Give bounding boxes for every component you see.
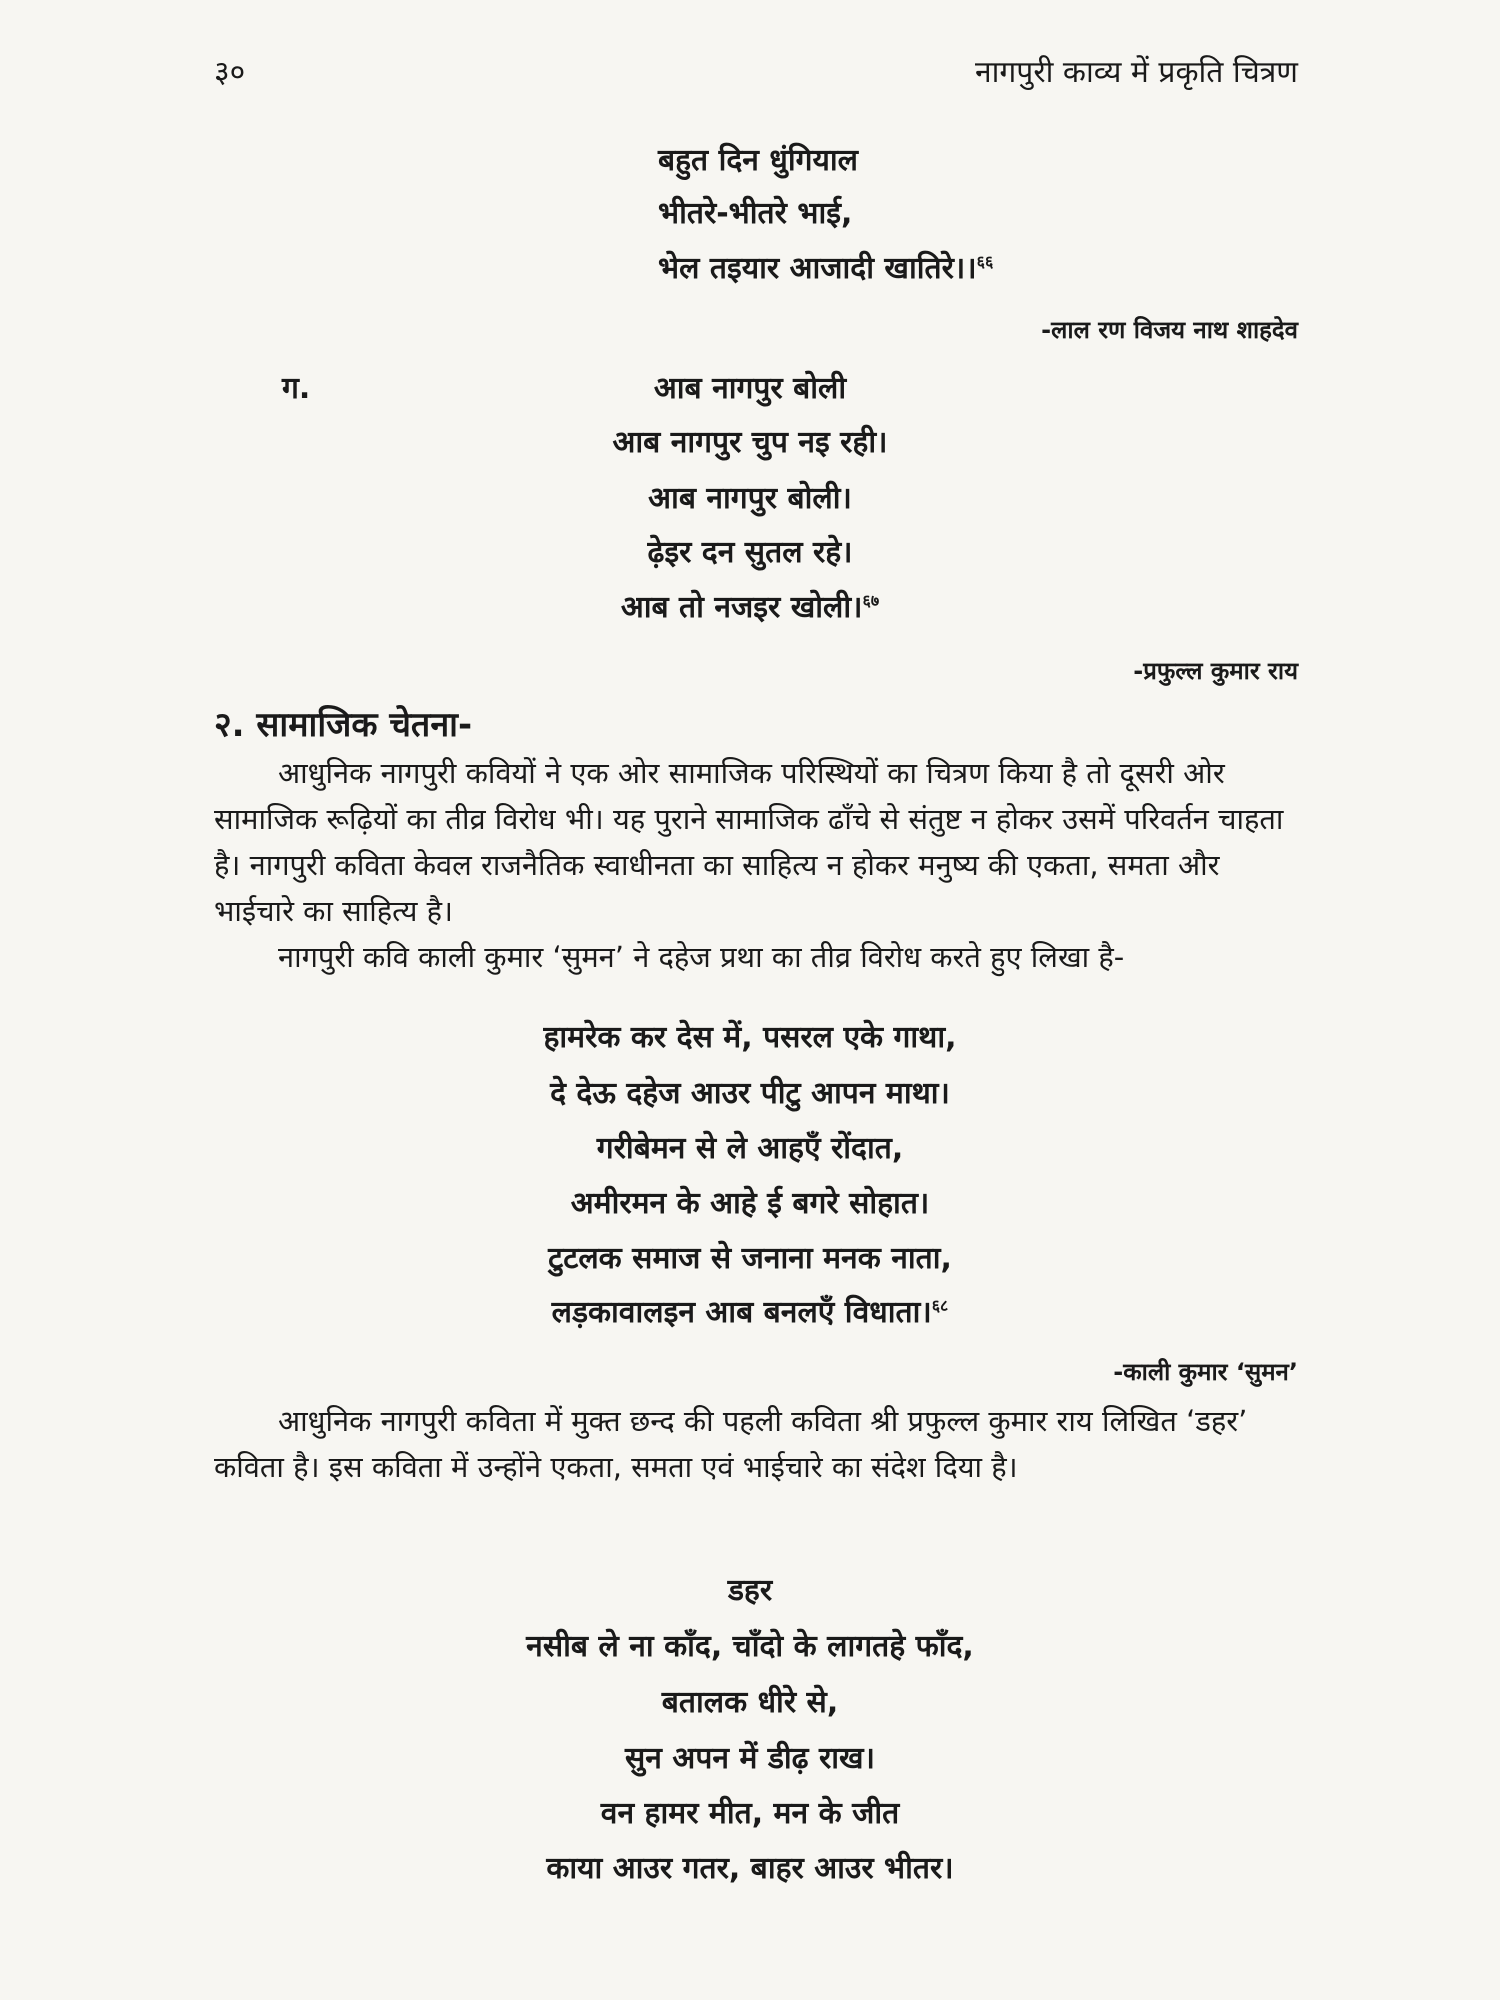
poem-line: नसीब ले ना काँद, चाँदो के लागतहे फाँद, (526, 1629, 974, 1664)
poem-line: भीतरे-भीतरे भाई, (658, 196, 853, 231)
poem-line: वन हामर मीत, मन के जीत (600, 1796, 900, 1831)
poem-line: आब नागपुर चुप नइ रही। (612, 425, 888, 460)
paragraph-text: नागपुरी कवि काली कुमार ‘सुमन’ ने दहेज प्रथा का तीव्र विरोध करते हुए लिखा है- (278, 940, 1125, 974)
body-paragraph (214, 750, 1302, 980)
paragraph-text: आधुनिक नागपुरी कविता में मुक्त छन्द की पहली कविता श्री प्रफुल्ल कुमार राय लिखित ‘डहर’ कविता है। इस कविता में उन्होंने एकता, समता एवं भाईचारे का संदेश दिया है। (214, 1404, 1248, 1484)
poem-line: आब नागपुर बोली। (648, 481, 852, 516)
poem-line: लड़कावालइन आब बनलएँ विधाता।$^{६८}$ (551, 1295, 949, 1330)
poem-line: आब तो नजइर खोली।$^{६७}$ (620, 590, 880, 625)
poem-line: दे देऊ दहेज आउर पीटु आपन माथा। (550, 1076, 950, 1111)
poem-line: टुटलक समाज से जनाना मनक नाता, (548, 1241, 952, 1276)
poem-line: बहुत दिन धुंगियाल (658, 143, 859, 178)
poem-line: गरीबेमन से ले आहएँ रोंदात, (596, 1131, 904, 1166)
poem-line: अमीरमन के आहे ई बगरे सोहात। (570, 1186, 930, 1221)
poem-credit: -प्रफुल्ल कुमार राय (1133, 657, 1298, 685)
poem-line: हामरेक कर देस में, पसरल एके गाथा, (543, 1020, 957, 1055)
poem-line: ढ़ेइर दन सुतल रहे। (647, 535, 853, 570)
paragraph-text: आधुनिक नागपुरी कवियों ने एक ओर सामाजिक परिस्थियों का चित्रण किया है तो दूसरी ओर सामाजिक रूढ़ियों का तीव्र विरोध भी। यह पुराने सामाजिक ढाँचे से संतुष्ट न होकर उसमें परिवर्तन चाहता है। नागपुरी कविता केवल राजनैतिक स्वाधीनता का साहित्य न होकर मनुष्य की एकता, समता और भाईचारे का साहित्य है। (214, 756, 1284, 928)
poem-title: डहर (727, 1573, 773, 1608)
poem-line: आब नागपुर बोली (653, 371, 847, 406)
running-title: नागपुरी काव्य में प्रकृति चित्रण (975, 55, 1298, 90)
page-number: ३० (214, 55, 246, 90)
footnote-ref: ६७ (862, 591, 880, 610)
poem-line: काया आउर गतर, बाहर आउर भीतर। (546, 1851, 954, 1886)
poem-credit: -लाल रण विजय नाथ शाहदेव (1041, 316, 1298, 344)
footnote-ref: ६६ (976, 252, 994, 271)
footnote-ref: ६८ (931, 1296, 949, 1315)
poem-credit: -काली कुमार ‘सुमन’ (1113, 1358, 1298, 1386)
section-heading: २. सामाजिक चेतना- (214, 705, 473, 745)
poem-line: सुन अपन में डीढ़ राख। (625, 1741, 875, 1776)
poem-line: बतालक धीरे से, (661, 1685, 839, 1720)
body-paragraph (214, 1398, 1302, 1490)
item-label: ग. (282, 371, 311, 406)
poem-line: भेल तइयार आजादी खातिरे।।$^{६६}$ (658, 251, 994, 286)
